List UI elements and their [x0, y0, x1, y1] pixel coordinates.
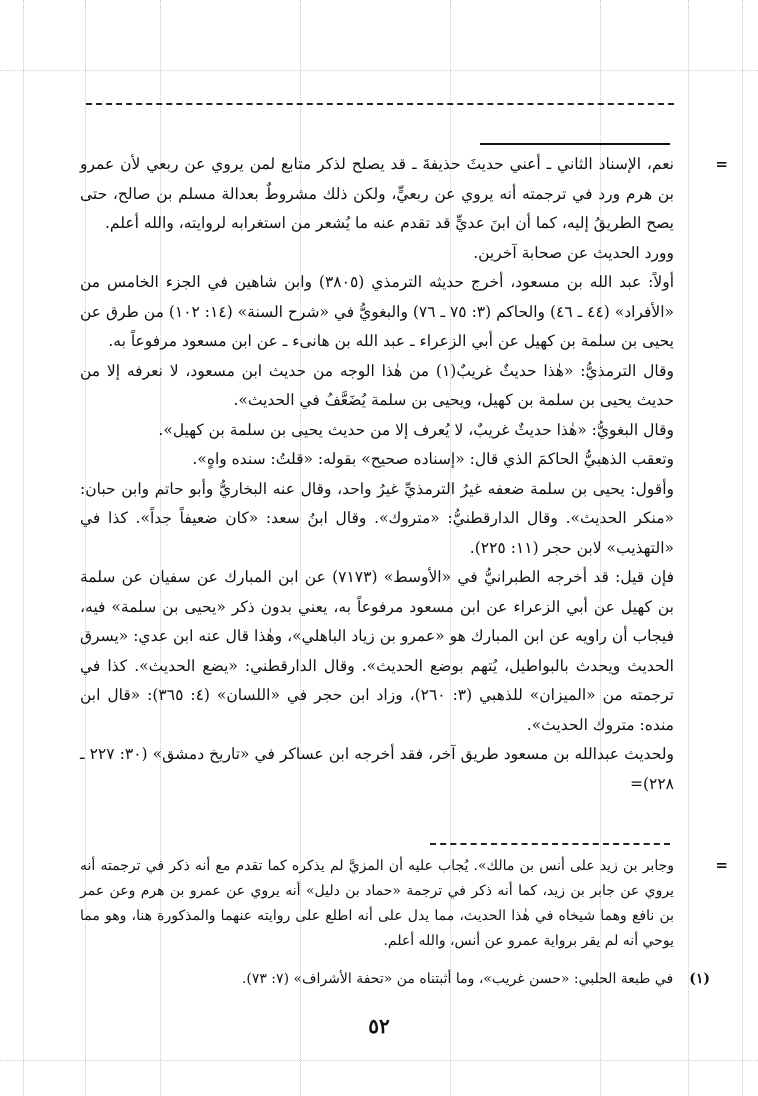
paragraph: أولاً: عبد الله بن مسعود، أخرج حديثه الترمذي (٣٨٠٥) وابن شاهين في الجزء الخامس من «الأفراد» (٤٤ ـ ٤٦) والحاكم (٣: ٧٥ ـ ٧٦) والبغويُّ في «شرح السنة» (١٤: ١٠٢) من طرق عن يحيى بن سلمة بن كهيل عن أبي الزعراء ـ عبد الله بن هانىء ـ عن ابن مسعود مرفوعاً به.: [79, 273, 675, 350]
footnote-continuation-text: وجابر بن زيد على أنس بن مالك». يُجاب عليه أن المزيَّ لم يذكره كما تقدم مع أنه ذكر في ترجمته أنه يروي عن جابر بن زيد، كما أنه ذكر في ترجمة «حماد بن دليل» أنه يروي عن عمرو بن هرم وعن عمر بن نافع وهما شيخاه في هٰذا الحديث، مما يدل على أنه اطلع على روايته عنهما والمذكورة هنا، وهو مما يوحي أنه لم يقر برواية عمرو عن أنس، والله أعلم.: [80, 858, 674, 949]
footnote: [80, 967, 710, 992]
paragraph: ولحديث عبدالله بن مسعود طريق آخر، فقد أخرجه ابن عساكر في «تاريخ دمشق» (٣٠: ٢٢٧ ـ ٢٢٨)=: [80, 745, 674, 793]
paragraph: وقال البغويُّ: «هٰذا حديثٌ غريبٌ، لا يُعرف إلا من حديث يحيى بن سلمة بن كهيل».: [158, 420, 674, 439]
paragraph: وورد الحديث عن صحابة آخرين.: [473, 243, 674, 262]
footnote-number: (١): [689, 971, 710, 987]
paragraph: فإن قيل: قد أخرجه الطبرانيُّ في «الأوسط» (٧١٧٣) عن ابن المبارك عن سفيان عن سلمة بن كهيل عن أبي الزعراء عن ابن مسعود مرفوعاً به، يعني بدون ذكر «يحيى بن سلمة» فيه، فيجاب أن راويه عن ابن المبارك هو «عمرو بن زياد الباهلي»، وهٰذا قال عنه ابن عدي: «يسرق الحديث ويحدث بالبواطيل، يُتهم بوضع الحديث». وقال الدارقطني: «يضع الحديث». كذا في ترجمته من «الميزان» للذهبي (٣: ٢٦٠)، وزاد ابن حجر في «اللسان» (٤: ٣٦٥): «قال ابن منده: متروك الحديث».: [80, 568, 674, 734]
paragraph: وتعقب الذهبيُّ الحاكمَ الذي قال: «إسناده صحيح» بقوله: «قلتُ: سنده واهٍ».: [192, 450, 674, 468]
paragraph: نعم، الإسناد الثاني ـ أعني حديثَ حذيفةَ ـ قد يصلح لذكر متابع لمن يروي عن ربعي لأن عمرو بن هرم ورد في ترجمته أنه يروي عن ربعيٍّ، ولكن ذلك مشروطٌ بعدالة مسلم بن صالح، حتى يصح الطريقُ إليه، كما أن ابنَ عديٍّ قد تقدم عنه ما يُشعر من استغرابه لروايته، والله أعلم.: [80, 155, 674, 232]
footnote-dashed-rule: [430, 843, 670, 845]
footnote-text: في طبعة الحلبي: «حسن غريب»، وما أثبتناه من «تحفة الأشراف» (٧: ٧٣).: [241, 971, 674, 987]
header-dashed-rule: [86, 103, 674, 105]
grid-line: [0, 1060, 758, 1061]
grid-line: [23, 0, 24, 1096]
footnote-separator: [480, 143, 670, 145]
grid-line: [0, 70, 758, 71]
grid-line: [742, 0, 743, 1096]
continuation-mark: =: [715, 155, 728, 173]
paragraph: وقال الترمذيُّ: «هٰذا حديثٌ غريبٌ(١) من هٰذا الوجه من حديث ابن مسعود، لا نعرفه إلا من حديث يحيى بن سلمة بن كهيل، ويحيى بن سلمة يُضَعَّفُ في الحديث».: [80, 361, 674, 409]
continuation-mark: =: [715, 856, 728, 874]
paragraph: وأقول: يحيى بن سلمة ضعفه غيرُ الترمذيِّ غيرُ واحد، وقال عنه البخاريُّ وأبو حاتم وابن حبان: «منكر الحديث». وقال الدارقطنيُّ: «متروك». وقال ابنُ سعد: «كان ضعيفاً جداً». كذا في «التهذيب» لابن حجر (١١: ٢٢٥).: [80, 479, 674, 557]
grid-line: [688, 0, 689, 1096]
main-text: [80, 150, 674, 799]
page-number: ٥٢: [368, 1014, 390, 1038]
footnote-continuation: [80, 854, 674, 954]
